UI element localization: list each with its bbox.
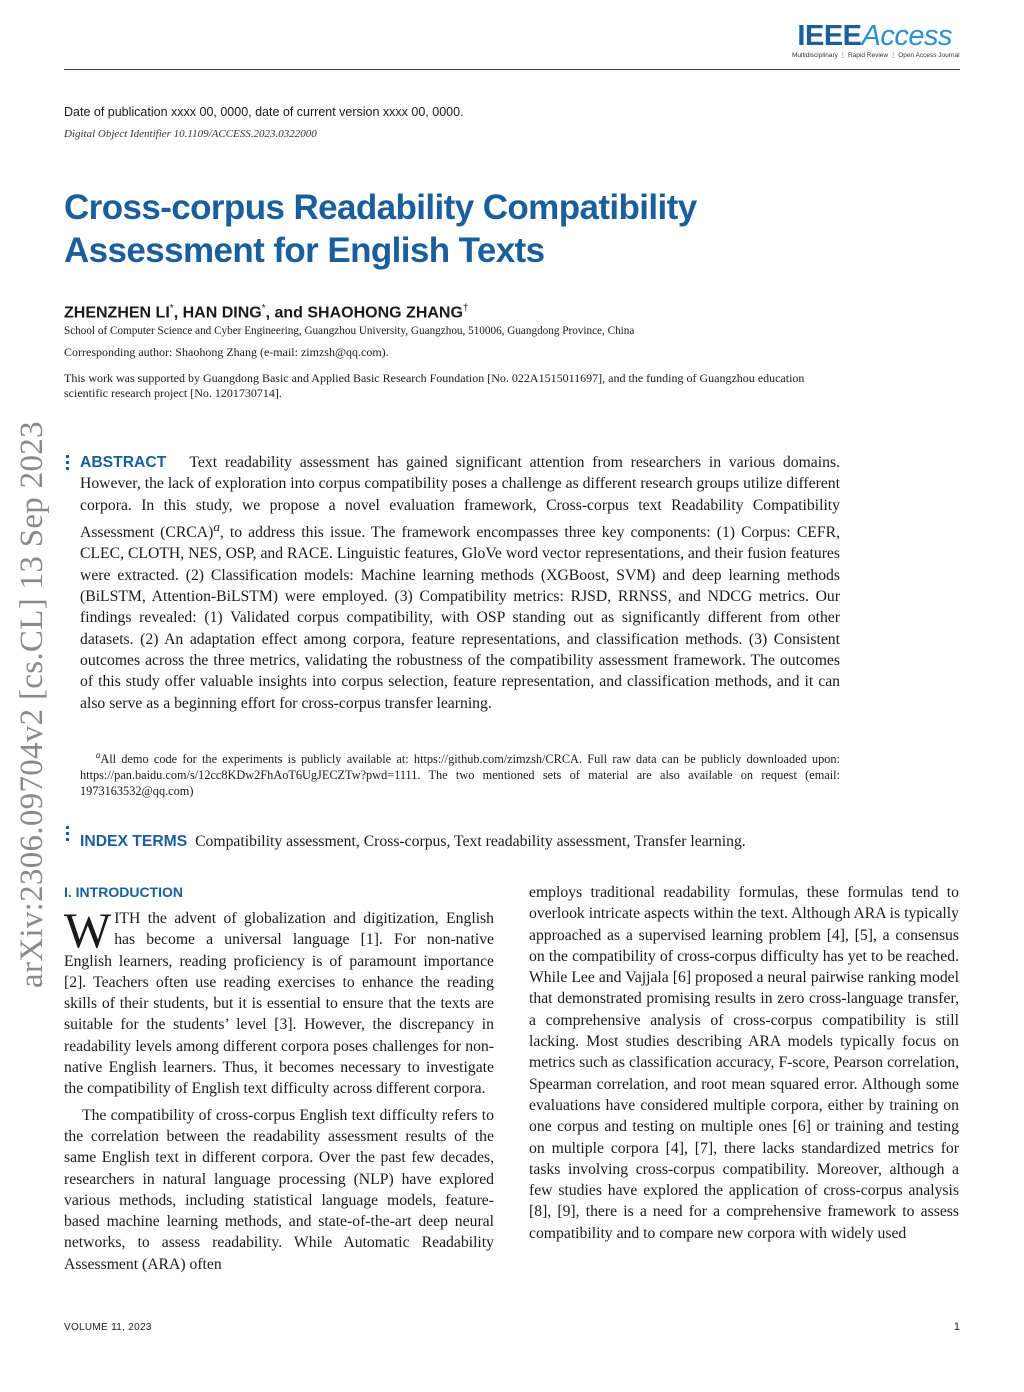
doi-line: Digital Object Identifier 10.1109/ACCESS.2023.0322000	[64, 128, 317, 140]
author-sep-1: ,	[173, 304, 183, 322]
funding-note: This work was supported by Guangdong Basic and Applied Basic Research Foundation [No. 022A1515011697], and the funding of Guangzhou education scientific research project [No. 1201730714].	[64, 371, 805, 400]
abstract-text-1: Text readability assessment has gained significant attention from researchers in various domains. However, the lack of exploration into corpus compatibility poses a challenge as different research groups utilize different corpora. In this study, we propose a novel evaluation framework, Cross-corpus text Readability Compatibility Assessment (CRCA)	[80, 454, 841, 542]
author-3: SHAOHONG ZHANG	[307, 304, 463, 322]
intro-paragraph-1-text: ITH the advent of globalization and digitization, English has become a universal language [1]. For non-native English learners, reading proficiency is of paramount importance [2]. Teachers often use reading exercises to enhance the reading skills of their students, but it is essential to ensure that the texts are suitable for the students’ level [3]. However, the discrepancy in readability levels among different corpora poses challenges for non-native English learners. Thus, it becomes necessary to investigate the compatibility of English text difficulty across different corpora.	[64, 910, 494, 1098]
abstract-text-2: , to address this issue. The framework encompasses three key components: (1) Corpus: CEFR, CLEC, CLOTH, NES, OSP, and RACE. Linguistic features, GloVe word vector representations, and their fusion features were extracted. (2) Classification models: Machine learning methods (XGBoost, SVM) and deep learning methods (BiLSTM, Attention-BiLSTM) were employed. (3) Compatibility metrics: RJSD, RRNSS, and NDCG metrics. Our findings revealed: (1) Validated corpus compatibility, with OSP standing out as significantly different from other datasets. (2) An adaptation effect among corpora, feature representations, and classification methods. (3) Consistent outcomes across the three metrics, validating the robustness of the compatibility assessment framework. The outcomes of this study offer valuable insights into corpus selection, feature representation, and classification methods, and it can also serve as a beginning effort for cross-corpus transfer learning.	[80, 524, 841, 712]
abstract-dots-decoration	[66, 455, 70, 473]
author-1: ZHENZHEN LI	[64, 304, 170, 322]
intro-paragraph-3: employs traditional readability formulas, these formulas tend to overlook intricate aspects within the text. Although ARA is typically approached as a supervised learning problem [4], [5], a consensus on the compatibility of cross-corpus difficulty has yet to be reached. While Lee and Vajjala [6] proposed a neural pairwise ranking model that demonstrated promising results in zero cross-language transfer, a comprehensive analysis of cross-corpus compatibility is still lacking. Most studies describing ARA models typically focus on metrics such as classification accuracy, F-score, Pearson correlation, Spearman correlation, and root mean squared error. Although some evaluations have considered multiple corpora, either by training on one corpus and testing on multiple ones [6] or training and testing on multiple corpora [4], [7], there lacks standardized metrics for tasks involving cross-corpus compatibility. Moreover, although a few studies have explored the application of cross-corpus analysis [8], [9], there is a need for a comprehensive framework to assess compatibility and to compare new corpora with widely used	[529, 884, 959, 1242]
body-column-left	[64, 902, 494, 1275]
section-heading-introduction: I. INTRODUCTION	[64, 884, 183, 900]
abstract-label: ABSTRACT	[80, 454, 167, 471]
author-3-mark: †	[462, 303, 469, 314]
index-dots-decoration	[66, 826, 70, 844]
footnote-text: All demo code for the experiments is publicly available at: https://github.com/zimzsh/CRCA. Full raw data can be publicly downloaded upon: https://pan.baidu.com/s/12cc8KDw2FhAoT6UgJECZTw?pwd=1111. The two mentioned sets of material are also available on request (email: 1973163532@qq.com)	[80, 752, 840, 799]
author-list	[64, 303, 469, 322]
intro-paragraph-1	[64, 902, 494, 1100]
index-terms-text: Compatibility assessment, Cross-corpus, Text readability assessment, Transfer learning.	[195, 833, 746, 850]
corresponding-author: Corresponding author: Shaohong Zhang (e-mail: zimzsh@qq.com).	[64, 345, 389, 359]
abstract	[80, 452, 840, 714]
abstract-footnote	[80, 747, 840, 799]
index-terms-label: INDEX TERMS	[80, 833, 188, 850]
header-rule	[64, 69, 960, 70]
page-number: 1	[953, 1321, 960, 1333]
author-2-mark: *	[261, 303, 266, 314]
abstract-footnote-mark: a	[213, 518, 220, 534]
paper-title	[64, 186, 824, 272]
intro-paragraph-2: The compatibility of cross-corpus English text difficulty refers to the correlation between the readability assessment results of the same English text in different corpora. Over the past few decades, researchers in natural language processing (NLP) have explored various methods, including statistical language models, feature-based machine learning methods, and state-of-the-art deep neural networks, to assess readability. While Automatic Readability Assessment (ARA) often	[64, 1106, 494, 1273]
title-line-2: Assessment for English Texts	[64, 231, 545, 270]
index-terms	[80, 833, 880, 851]
title-line-1: Cross-corpus Readability Compatibility	[64, 188, 697, 227]
logo-brand: IEEE	[797, 20, 862, 52]
journal-logo	[792, 20, 960, 59]
drop-cap: W	[64, 902, 112, 958]
author-2: HAN DING	[182, 304, 262, 322]
author-sep-2: , and	[265, 304, 308, 322]
footnote-mark: a	[95, 750, 101, 760]
author-1-mark: *	[169, 303, 174, 314]
body-column-right	[529, 882, 959, 1244]
affiliation: School of Computer Science and Cyber Engineering, Guangzhou University, Guangzhou, 510006, Guangdong Province, China	[64, 325, 635, 337]
publication-date: Date of publication xxxx 00, 0000, date of current version xxxx 00, 0000.	[64, 105, 464, 119]
logo-tagline: Multidisciplinary ⋮ Rapid Review ⋮ Open Access Journal	[792, 52, 960, 59]
logo-product: Access	[861, 20, 952, 52]
arxiv-identifier: arXiv:2306.09704v2 [cs.CL] 13 Sep 2023	[14, 421, 50, 988]
volume-footer: VOLUME 11, 2023	[64, 1322, 152, 1333]
